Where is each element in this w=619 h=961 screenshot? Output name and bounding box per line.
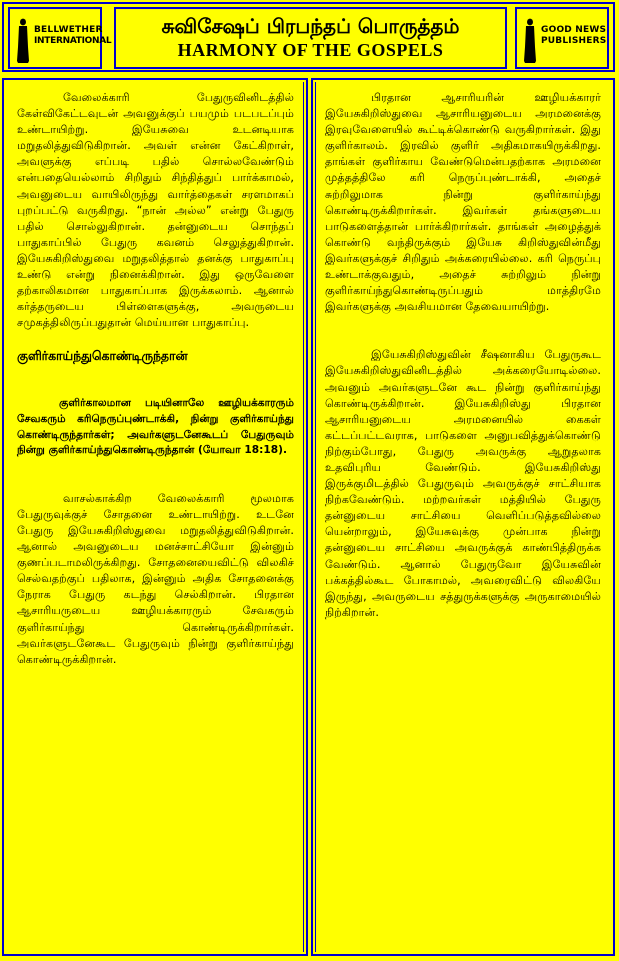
- right-paragraph-2: இயேசுகிறிஸ்துவின் சீஷனாகிய பேதுருகூட இயேசுகிறிஸ்துவினிடத்தில் அக்கரையோடில்லை. அவனும் அவர்களுடனே கூட நின்று குளிர்காய்ந்து கொண்டிருக்கிறான். இயேசுகிறிஸ்து பிரதான ஆசாரியனுடைய அரமனையில் கைகள் கட்டப்பட்டவராக, பாடுகளை அனுபவித்துக்கொண்டு நிற்கும்போது, பேதுரு அவருக்கு ஆறுதலாக உதவிபுரிய வேண்டும். இயேசுகிறிஸ்து இருக்குமிடத்தில் பேதுருவும் அவருக்குச் சாட்சியாக நிற்கவேண்டும். மற்றவர்கள் மத்தியில் பேதுரு தன்னுடைய சாட்சியை வெளிப்படுத்தவில்லை யென்றாலும், இயேசுவுக்கு முன்பாக நின்று தன்னுடைய சாட்சியை அவருக்குக் காண்பித்திருக்க வேண்டும். ஆனால் பேதுருவோ இயேசுவின் பக்கத்தில்கூட போகாமல், அவரைவிட்டு விலகியே இருந்து, அவருடைய சத்துருக்களுக்கு அருகாமையில் நிற்கிறான்.: [325, 348, 601, 619]
- left-column: [2, 78, 308, 956]
- right-column: [311, 78, 615, 956]
- logo-left-line1: BELLWETHER: [34, 25, 103, 35]
- scripture-quote: குளிர்காலமான படியினாலே ஊழியக்காரரும் சேவகரும் கரிநெருப்புண்டாக்கி, நின்று குளிர்காய்ந்து கொண்டிருந்தார்கள்; அவர்களுடனேகூடப் பேதுருவும் நின்று குளிர்காய்ந்துகொண்டிருந்தான் (யோவா 18:18).: [17, 397, 294, 457]
- title-box: [114, 7, 507, 69]
- good-news-figure-icon: [523, 17, 537, 63]
- logo-right-line1: GOOD NEWS: [541, 25, 607, 35]
- logo-right-line2: PUBLISHERS: [541, 36, 607, 46]
- bellwether-figure-icon: [16, 17, 30, 63]
- left-paragraph-1: வேலைக்காரி பேதுருவினிடத்தில் கேள்விகேட்டவுடன் அவனுக்குப் பயமும் படபடப்பும் உண்டாயிற்று. இயேசுவை உடனடியாக மறுதலித்துவிடுகிறான். அவள் என்ன கேட்கிறாள், அவளுக்கு எப்படி பதில் சொல்லவேண்டும் என்பதையெல்லாம் சிறிதும் சிந்தித்துப் பார்க்காமல், அவனுடைய வாயிலிருந்து வார்த்தைகள் சரளமாகப் புறப்பட்டு வருகிறது. “நான் அல்ல” என்று பேதுரு பதில் சொல்லுகிறான். தன்னுடைய சொந்தப் பாதுகாப்பில் பேதுரு கவனம் செலுத்துகிறான். இயேசுகிறிஸ்துவை மறுதலித்தால் தனக்கு பாதுகாப்பு உண்டு என்று நினைக்கிறான். இது ஒருவேளை தற்காலிகமான பாதுகாப்பாக இருக்கலாம். ஆனால் கர்த்தருடைய பிள்ளைகளுக்கு, அவருடைய சமுகத்திலிருப்பதுதான் மெய்யான பாதுகாப்பு.: [17, 91, 294, 330]
- page-title-tamil: சுவிசேஷப் பிரபந்தப் பொருத்தம்: [161, 14, 460, 38]
- bellwether-logo: [8, 7, 112, 69]
- page-title-english: HARMONY OF THE GOSPELS: [177, 40, 444, 60]
- right-paragraph-1: பிரதான ஆசாரியரின் ஊழியக்காரர் இயேசுகிறிஸ்துவை ஆசாரியனுடைய அரமனைக்கு இரவுவேளையில் கூட்டிக்கொண்டு வருகிறார்கள். இது குளிர்காலம். இரவில் குளிர் அதிகமாகயிருக்கிறது. தாங்கள் குளிர்காய வேண்டுமென்பதற்காக அரமனை முத்தத்திலே கரி நெருப்புண்டாக்கி, அதைச் சுற்றிலுமாக நின்று குளிர்காய்ந்து கொண்டிருக்கிறார்கள். இவர்கள் தங்களுடைய பாடுகளைத்தான் பார்க்கிறார்கள். தாங்கள் அழைத்துக் கொண்டு வந்திருக்கும் இயேசு கிறிஸ்துவின்மீது இவர்களுக்குச் சிறிதும் அக்கரையில்லை. கரி நெருப்பு உண்டாக்குவதும், அதைச் சுற்றிலும் நின்று குளிர்காய்ந்துகொண்டிருப்பதும் மாத்திரமே இவர்களுக்கு அவசியமான தேவையாயிற்று.: [325, 91, 601, 314]
- good-news-logo-text: [541, 25, 607, 47]
- bellwether-logo-text: [34, 25, 112, 47]
- logo-left-line2: INTERNATIONAL: [34, 36, 112, 46]
- section-subheading: குளிர்காய்ந்துகொண்டிருந்தான்: [17, 348, 188, 364]
- left-paragraph-2: வாசல்காக்கிற வேலைக்காரி மூலமாக பேதுருவுக்குச் சோதனை உண்டாயிற்று. உடனே பேதுரு இயேசுகிறிஸ்துவை மறுதலித்துவிடுகிறான். ஆனால் அவனுடைய மனச்சாட்சியோ இன்னும் குணப்படாமலிருக்கிறது. சோதனையைவிட்டு விலகிச் செல்வதற்குப் பதிலாக, இன்னும் அதிக சோதனைக்கு நேராக பேதுரு கடந்து செல்கிறான். பிரதான ஆசாரியருடைய ஊழியக்காரரும் சேவகரும் குளிர்காய்ந்து கொண்டிருக்கிறார்கள். அவர்களுடனேகூட பேதுருவும் நின்று குளிர்காய்ந்து கொண்டிருக்கிறான்.: [17, 491, 294, 666]
- page-header: [2, 2, 615, 72]
- good-news-logo: [515, 7, 609, 69]
